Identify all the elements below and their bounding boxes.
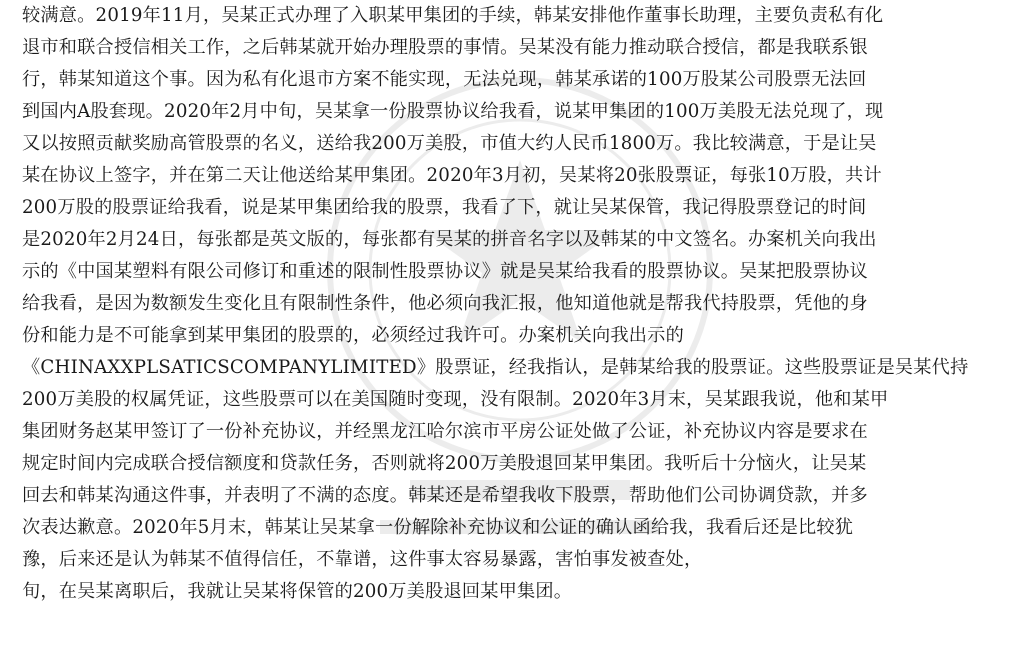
text-line: 规定时间内完成联合授信额度和贷款任务，否则就将200万美股退回某甲集团。我听后十分恼火，让吴某	[22, 453, 867, 474]
text-line: 给我看，是因为数额发生变化且有限制性条件，他必须向我汇报，他知道他就是帮我代持股票，凭他的身	[22, 293, 868, 314]
text-line: 某在协议上签字，并在第二天让他送给某甲集团。2020年3月初，吴某将20张股票证，每张10万股，共计	[22, 165, 882, 186]
text-line: 集团财务赵某甲签订了一份补充协议，并经黑龙江哈尔滨市平房公证处做了公证，补充协议内容是要求在	[22, 421, 868, 442]
text-line: 200万美股的权属凭证，这些股票可以在美国随时变现，没有限制。2020年3月末，吴某跟我说，他和某甲	[22, 389, 889, 410]
text-line: 示的《中国某塑料有限公司修订和重述的限制性股票协议》就是吴某给我看的股票协议。吴某把股票协议	[22, 261, 868, 282]
text-line: 《CHINAXXPLSATICSCOMPANYLIMITED》股票证，经我指认，是韩某给我的股票证。这些股票证是吴某代持	[22, 357, 969, 378]
text-line: 旬，在吴某离职后，我就让吴某将保管的200万美股退回某甲集团。	[22, 581, 573, 602]
text-line: 份和能力是不可能拿到某甲集团的股票的，必须经过我许可。办案机关向我出示的	[22, 325, 684, 346]
text-line: 豫，后来还是认为韩某不值得信任，不靠谱，这件事太容易暴露，害怕事发被查处，	[22, 549, 703, 570]
text-line: 回去和韩某沟通这件事，并表明了不满的态度。韩某还是希望我收下股票，帮助他们公司协调贷款，并多	[22, 485, 868, 506]
document-text	[22, 0, 1022, 608]
text-line: 较满意。2019年11月，吴某正式办理了入职某甲集团的手续，韩某安排他作董事长助理，主要负责私有化	[22, 5, 884, 26]
text-line: 次表达歉意。2020年5月末，韩某让吴某拿一份解除补充协议和公证的确认函给我，我看后还是比较犹	[22, 517, 854, 538]
text-line: 到国内A股套现。2020年2月中旬，吴某拿一份股票协议给我看，说某甲集团的100万美股无法兑现了，现	[22, 101, 884, 122]
text-line: 行，韩某知道这个事。因为私有化退市方案不能实现，无法兑现，韩某承诺的100万股某公司股票无法回	[22, 69, 867, 90]
text-line: 200万股的股票证给我看，说是某甲集团给我的股票，我看了下，就让吴某保管，我记得股票登记的时间	[22, 197, 867, 218]
text-line: 又以按照贡献奖励高管股票的名义，送给我200万美股，市值大约人民币1800万。我比较满意，于是让吴	[22, 133, 877, 154]
text-line: 是2020年2月24日，每张都是英文版的，每张都有吴某的拼音名字以及韩某的中文签名。办案机关向我出	[22, 229, 877, 250]
text-line: 退市和联合授信相关工作，之后韩某就开始办理股票的事情。吴某没有能力推动联合授信，都是我联系银	[22, 37, 868, 58]
